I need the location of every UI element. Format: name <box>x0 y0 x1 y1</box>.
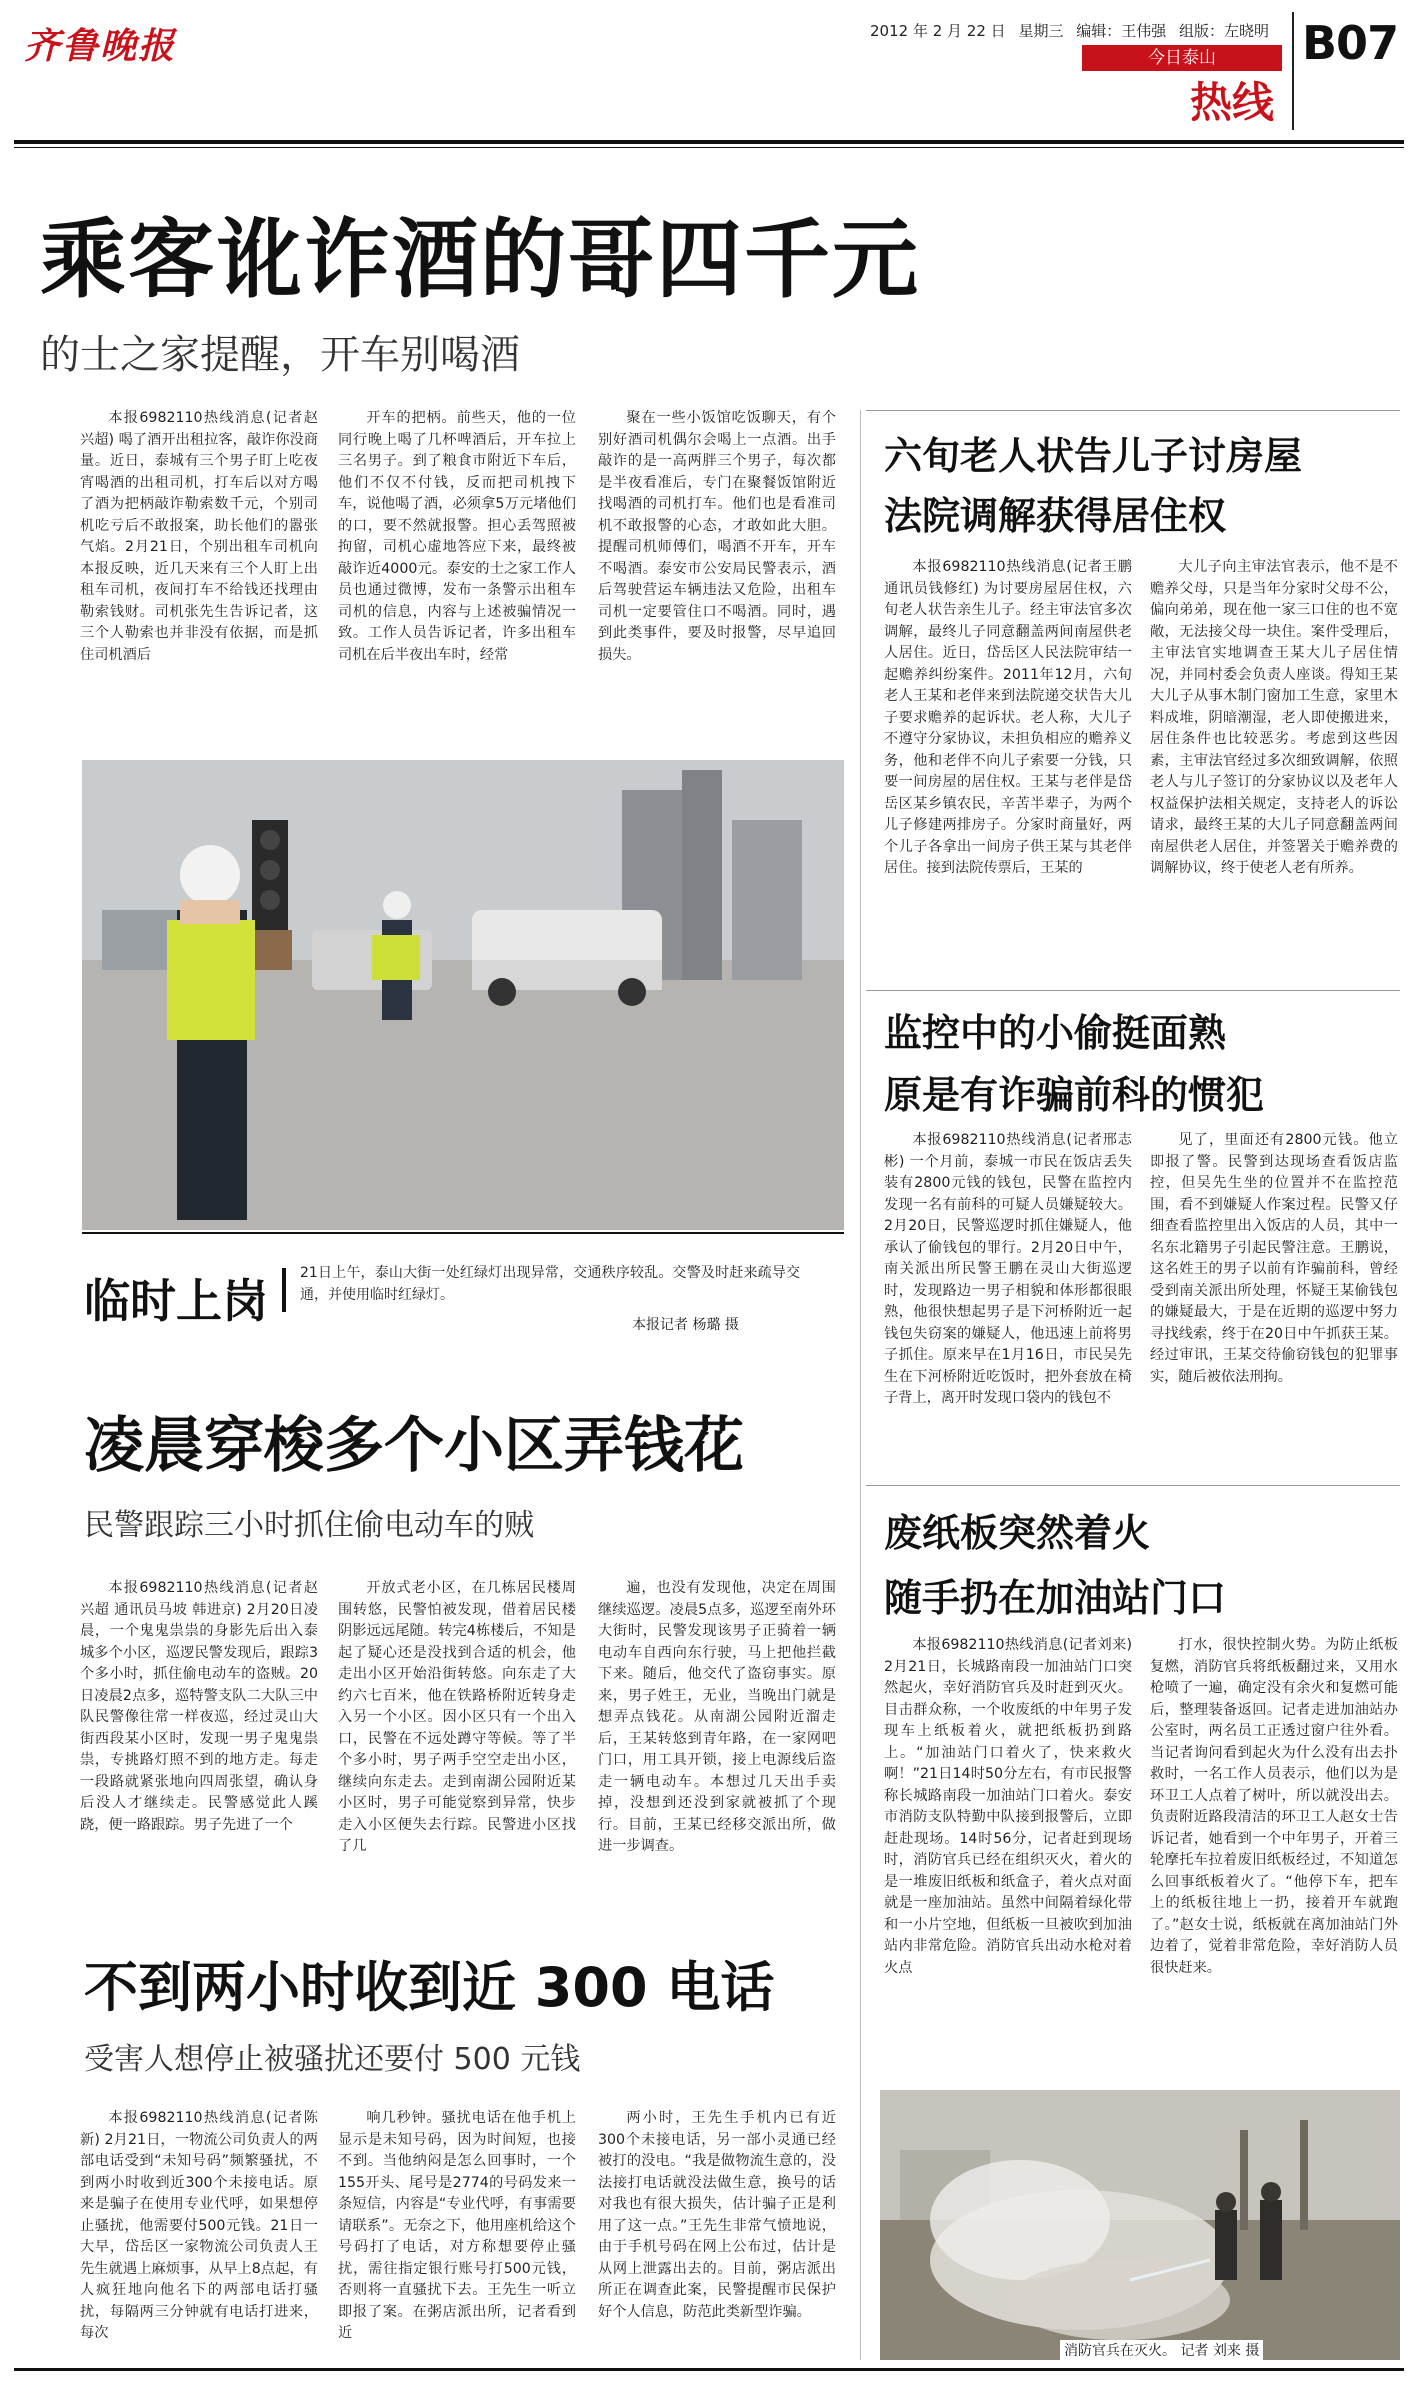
fire-scene-photo <box>880 2090 1400 2360</box>
story4-text-1: 本报6982110热线消息(记者赵兴超 通讯员马坡 韩进京) 2月20日凌晨，一个鬼鬼祟祟的身影先后出入泰城多个小区，巡逻民警发现后，跟踪3个多小时，抓住偷电动车的盗贼。20日凌晨2点多，巡特警支队二大队三中队民警像往常一样夜巡，经过灵山大街西段某小区时，发现一男子鬼鬼祟祟，专挑路灯照不到的地方走。每走一段路就紧张地向四周张望，确认身后没人才继续走。民警感觉此人蹊跷，便一路跟踪。男子先进了一个 <box>80 1580 318 1833</box>
story1-text-2: 开车的把柄。前些天，他的一位同行晚上喝了几杯啤酒后，开车拉上三名男子。到了粮食市附近下车后，他们不仅不付钱，反而把司机拽下车，说他喝了酒，必须拿5万元堵他们的口，要不然就报警。担心丢驾照被拘留，司机心虚地答应下来，最终被敲诈近4000元。泰安的士之家工作人员也通过微博，发布一条警示出租车司机的信息，内容与上述被骗情况一致。工作人员告诉记者，许多出租车司机在后半夜出车时，经常 <box>338 410 576 663</box>
story2-column-1 <box>884 557 1132 975</box>
bottom-rule <box>14 2368 1404 2371</box>
photo1-credit: 本报记者 杨璐 摄 <box>632 1317 739 1333</box>
story3-headline-2: 原是有诈骗前科的惯犯 <box>884 1073 1265 1117</box>
story4-headline: 凌晨穿梭多个小区弄钱花 <box>84 1411 744 1481</box>
story3-text-2: 见了，里面还有2800元钱。他立即报了警。民警到达现场查看饭店监控，但吴先生坐的位置并不在监控范围，看不到嫌疑人作案过程。民警又仔细查看监控里出入饭店的人员，其中一名东北籍男子引起民警注意。王鹏说，这名姓王的男子以前有诈骗前科，曾经受到南关派出所处理，怀疑王某偷钱包的嫌疑最大，于是在近期的巡逻中努力寻找线索，终于在20日中午抓获王某。经过审讯，王某交待偷窃钱包的犯罪事实，随后被依法刑拘。 <box>1150 1132 1398 1385</box>
photo1-title-bar <box>282 1268 286 1312</box>
story1-column-2 <box>338 408 576 743</box>
story2-column-2 <box>1150 557 1398 975</box>
story4-column-1 <box>80 1578 318 1908</box>
layout-credit: 组版：左晓明 <box>1179 22 1270 40</box>
story2-rule <box>866 410 1400 411</box>
story3-text-1: 本报6982110热线消息(记者邢志彬) 一个月前，泰城一市民在饭店丢失装有2800元钱的钱包，民警在监控内发现一名有前科的可疑人员嫌疑较大。2月20日，民警巡逻时抓住嫌疑人，他承认了偷钱包的罪行。2月20日中午，南关派出所民警王鹏在灵山大街巡逻时，发现路边一男子相貌和体形都很眼熟，他很快想起男子是下河桥附近一起钱包失窃案的嫌疑人，他迅速上前将男子抓住。原来早在1月16日，市民吴先生在下河桥附近吃饭时，把外套放在椅子背上，离开时发现口袋内的钱包不 <box>884 1132 1132 1406</box>
story5-column-1 <box>80 2108 318 2362</box>
story4-column-2 <box>338 1578 576 1908</box>
story5-headline: 不到两小时收到近 300 电话 <box>84 1956 775 2019</box>
story5-text-1: 本报6982110热线消息(记者陈新) 2月21日，一物流公司负责人的两部电话受到“未知号码”频繁骚扰，不到两小时收到近300个未接电话。原来是骗子在使用专业代呼，如果想停止骚扰，他需要付500元钱。21日一大早，岱岳区一家物流公司负责人王先生就遇上麻烦事，从早上8点起，有人疯狂地向他名下的两部电话打骚扰，每隔两三分钟就有电话打进来，每次 <box>80 2110 318 2341</box>
story5-column-2 <box>338 2108 576 2362</box>
story3-column-1 <box>884 1130 1132 1470</box>
top-rule <box>14 140 1404 144</box>
traffic-police-photo <box>82 760 844 1230</box>
dateline <box>870 20 1277 41</box>
story1-column-3 <box>598 408 836 743</box>
story4-text-3: 遍，也没有发现他，决定在周围继续巡逻。凌晨5点多，巡逻至南外环大街时，民警发现该男子正骑着一辆电动车自西向东行驶，马上把他拦截下来。随后，他交代了盗窃事实。原来，男子姓王，无业，当晚出门就是想弄点钱花。从南湖公园附近溜走后，王某转悠到青年路，在一家网吧门口，用工具开锁，接上电源线后盗走一辆电动车。本想过几天出手卖掉，没想到还没到家就被抓了个现行。目前，王某已经移交派出所，做进一步调查。 <box>598 1580 836 1854</box>
story4-column-3 <box>598 1578 836 1908</box>
story2-text-2: 大儿子向主审法官表示，他不是不赡养父母，只是当年分家时父母不公，偏向弟弟，现在他一家三口住的也不宽敞，无法接父母一块住。案件受理后，主审法官实地调查王某大儿子居住情况，并同村委会负责人座谈。得知王某大儿子从事木制门窗加工生意，家里木料成堆，阴暗潮湿，老人即使搬进来，居住条件也比较恶劣。考虑到这些因素，主审法官经过多次细致调解，依照老人与儿子签订的分家协议以及老年人权益保护法相关规定，支持老人的诉讼请求，最终王某的大儿子同意翻盖两间南屋供老人居住，并签署关于赡养费的调解协议，终于使老人老有所养。 <box>1150 559 1398 876</box>
story6-headline-1: 废纸板突然着火 <box>884 1511 1151 1555</box>
story6-text-2: 打水，很快控制火势。为防止纸板复燃，消防官兵将纸板翻过来，又用水枪喷了一遍，确定没有余火和复燃可能后，整理装备返回。记者走进加油站办公室时，两名员工正透过窗户往外看。当记者询问看到起火为什么没有出去扑救时，一名工作人员表示，他们以为是环卫工人点着了树叶，所以就没出去。负责附近路段清洁的环卫工人赵女士告诉记者，她看到一个中年男子，开着三轮摩托车拉着废旧纸板经过，不知道怎么回事纸板着火了。“他停下车，把车上的纸板往地上一扔，接着开车就跑了。”赵女士说，纸板就在离加油站门外边着了，觉着非常危险，幸好消防人员很快赶来。 <box>1150 1637 1398 1976</box>
story6-column-1 <box>884 1635 1132 2079</box>
masthead-divider <box>1292 12 1294 130</box>
story5-column-3 <box>598 2108 836 2362</box>
story6-column-2 <box>1150 1635 1398 2079</box>
fire-scene-illustration <box>880 2090 1400 2360</box>
column-divider <box>860 410 861 2360</box>
story4-text-2: 开放式老小区，在几栋居民楼周围转悠，民警怕被发现，借着居民楼阴影远远尾随。转完4栋楼后，不知是起了疑心还是没找到合适的机会，他走出小区开始沿街转悠。向东走了大约六七百米，他在铁路桥附近转身走入另一个小区。因小区只有一个出入口，民警在不远处蹲守等候。等了半个多小时，男子两手空空走出小区，继续向东走去。走到南湖公园附近某小区时，男子可能觉察到异常，快步走入小区便失去行踪。民警进小区找了几 <box>338 1580 576 1854</box>
issue-weekday: 星期三 <box>1018 22 1064 40</box>
story2-headline-2: 法院调解获得居住权 <box>884 494 1227 538</box>
story6-rule <box>866 1485 1400 1486</box>
story6-headline-2: 随手扔在加油站门口 <box>884 1576 1227 1620</box>
photo1-title: 临时上岗 <box>84 1274 268 1328</box>
story1-text-1: 本报6982110热线消息(记者赵兴超) 喝了酒开出租拉客，敲诈你没商量。近日，泰城有三个男子盯上吃夜宵喝酒的出租司机，打车后以对方喝了酒为把柄敲诈勒索数千元，个别司机吃亏后不敢报案，助长他们的嚣张气焰。2月21日，个别出租车司机向本报反映，近几天来有三个人盯上出租车司机，夜间打车不给钱还找理由勒索钱财。司机张先生告诉记者，这三个人勒索也并非没有依据，而是抓住司机酒后 <box>80 410 318 663</box>
story2-headline-1: 六旬老人状告儿子讨房屋 <box>884 434 1303 478</box>
section-tab: 今日泰山 <box>1082 45 1282 71</box>
story1-text-3: 聚在一些小饭馆吃饭聊天，有个别好酒司机偶尔会喝上一点酒。出手敲诈的是一高两胖三个男子，每次都是半夜看准后，专门在聚餐饭馆附近找喝酒的司机打车。他们也是看准司机不敢报警的心态，才敢如此大胆。提醒司机师傅们，喝酒不开车，开车不喝酒。泰安市公安局民警表示，酒后驾驶营运车辆违法又危险，出租车司机一定要管住口不喝酒。同时，遇到此类事件，要及时报警，尽早追回损失。 <box>598 410 836 663</box>
issue-date: 2012 年 2 月 22 日 <box>870 22 1006 40</box>
photo2-caption: 消防官兵在灭火。 记者 刘来 摄 <box>1060 2340 1263 2360</box>
story5-text-3: 两小时，王先生手机内已有近300个未接电话，另一部小灵通已经被打的没电。“我是做物流生意的，没法接打电话就没法做生意，换号的话对我也有很大损失，估计骗子正是利用了这一点。”王先生非常气愤地说，由于手机号码在网上公布过，估计是从网上泄露出去的。目前，粥店派出所正在调查此案，民警提醒市民保护好个人信息，防范此类新型诈骗。 <box>598 2110 836 2320</box>
section-name: 热线 <box>1190 78 1275 127</box>
story5-text-2: 响几秒钟。骚扰电话在他手机上显示是未知号码，因为时间短，也接不到。当他纳闷是怎么回事时，一个155开头、尾号是2774的号码发来一条短信，内容是“专业代呼，有事需要请联系”。无奈之下，他用座机给这个号码打了电话，对方称想要停止骚扰，需往指定银行账号打500元钱，否则将一直骚扰下去。王先生一听立即报了案。在粥店派出所，记者看到近 <box>338 2110 576 2341</box>
story4-subhead: 民警跟踪三小时抓住偷电动车的贼 <box>84 1508 534 1543</box>
story2-text-1: 本报6982110热线消息(记者王鹏 通讯员钱修红) 为讨要房屋居住权，六旬老人状告亲生儿子。经主审法官多次调解，最终儿子同意翻盖两间南屋供老人居住。近日，岱岳区人民法院审结一起赡养纠纷案件。2011年12月，六旬老人王某和老伴来到法院递交状告大儿子要求赡养的起诉状。老人称，大儿子不遵守分家协议，未担负相应的赡养义务，他和老伴不向儿子索要一分钱，只要一间房屋的居住权。王某与老伴是岱岳区某乡镇农民，辛苦半辈子，为两个儿子修建两排房子。分家时商量好，两个儿子各拿出一间房子供王某与其老伴居住。接到法院传票后，王某的 <box>884 559 1132 876</box>
traffic-police-illustration <box>82 760 844 1230</box>
newspaper-logo: 齐鲁晚报 <box>24 25 177 67</box>
page-number: B07 <box>1302 16 1399 70</box>
story5-subhead: 受害人想停止被骚扰还要付 500 元钱 <box>84 2042 581 2077</box>
story3-column-2 <box>1150 1130 1398 1470</box>
photo1-caption-text: 21日上午，泰山大街一处红绿灯出现异常，交通秩序较乱。交警及时赶来疏导交通，并使用临时红绿灯。 <box>300 1265 800 1303</box>
story3-rule <box>866 990 1400 991</box>
story1-column-1 <box>80 408 318 743</box>
top-rule-thin <box>14 147 1404 148</box>
story1-headline: 乘客讹诈酒的哥四千元 <box>40 210 920 310</box>
story3-headline-1: 监控中的小偷挺面熟 <box>884 1011 1227 1055</box>
photo1-rule <box>82 1232 844 1234</box>
photo1-caption <box>300 1262 800 1308</box>
story6-text-1: 本报6982110热线消息(记者刘来) 2月21日，长城路南段一加油站门口突然起火，幸好消防官兵及时赶到灭火。目击群众称，一个收废纸的中年男子发现车上纸板着火，就把纸板扔到路上。“加油站门口着火了，快来救火啊！”21日14时50分左右，有市民报警称长城路南段一加油站门口着火。泰安市消防支队特勤中队接到报警后，立即赶赴现场。14时56分，记者赶到现场时，消防官兵已经在组织灭火，着火的是一堆废旧纸板和纸盒子，着火点对面就是一座加油站。虽然中间隔着绿化带和一小片空地，但纸板一旦被吹到加油站内非常危险。消防官兵出动水枪对着火点 <box>884 1637 1132 1976</box>
editor-credit: 编辑：王伟强 <box>1076 22 1167 40</box>
story1-subhead: 的士之家提醒，开车别喝酒 <box>40 332 520 378</box>
